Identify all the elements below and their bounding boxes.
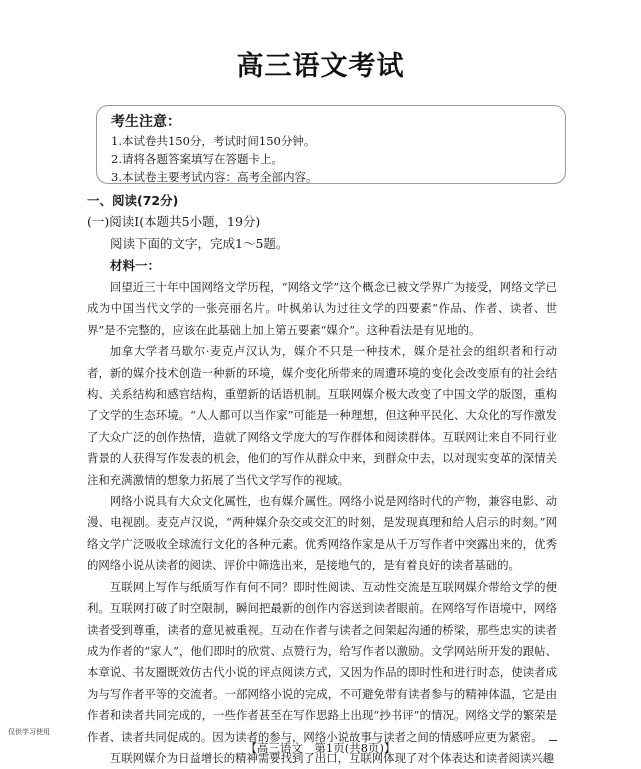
notice-item-2: 2.请将各题答案填写在答题卡上。	[111, 152, 283, 166]
paragraph-4: 互联网上写作与纸质写作有何不同？即时性阅读、互动性交流是互联网媒介带给文学的便利。互联网打破了时空限制，瞬间把最新的创作内容送到读者眼前。在网络写作语境中，网络读者受到尊重，读者的意见被重视。互动在作者与读者之间架起沟通的桥梁，那些忠实的读者成为作者的“家人”，他们即时的欣赏、点赞行为，给写作者以激励。文学网站所开发的跟帖、本章说、书友圈既效仿古代小说的评点阅读方式，又因为作品的即时性和进行时态，使读者成为与写作者平等的交流者。一部网络小说的完成，不可避免带有读者参与的精神体温，它是由作者和读者共同完成的，一些作者甚至在写作思路上出现“抄书评”的情况。网络文学的繁荣是作者、读者共同促成的。因为读者的参与，网络小说故事与读者之间的情感呼应更为紧密。	[87, 579, 557, 744]
exam-title: 高三语文考试	[236, 51, 405, 82]
reading-instruction: 阅读下面的文字，完成1～5题。	[110, 236, 289, 251]
section-heading: 一、阅读(72分)	[87, 193, 179, 208]
page-footer: 【高三语文 第1页(共8页)】	[245, 741, 396, 755]
article-body	[87, 277, 557, 769]
paragraph-1: 回望近三十年中国网络文学历程，“网络文学”这个概念已被文学界广为接受，网络文学已成为中国当代文学的一张亮丽名片。叶枫弟认为过往文学的四要素“作品、作者、读者、世界”是不完整的，应该在此基础上加上第五要素“媒介”。这种看法是有见地的。	[87, 280, 557, 337]
paragraph-3: 网络小说具有大众文化属性，也有媒介属性。网络小说是网络时代的产物，兼容电影、动漫、电视剧。麦克卢汉说，“两种媒介杂交或交汇的时刻，是发现真理和给人启示的时刻。”网络文学广泛吸收全球流行文化的各种元素。优秀网络作家是从千万写作者中突露出来的，优秀的网络小说从读者的阅读、评价中筛选出来，是接地气的，是有着良好的读者基础的。	[87, 494, 557, 573]
paragraph-2: 加拿大学者马歇尔·麦克卢汉认为，媒介不只是一种技术，媒介是社会的组织者和行动者，新的媒介技术创造一种新的环境，媒介变化所带来的周遭环境的变化会改变原有的社会结构、关系结构和感官结构，重塑新的话语机制。互联网媒介极大改变了中国文学的版图，重构了文学的生态环境。“人人都可以当作家”可能是一种理想，但这种平民化、大众化的写作激发了大众广泛的创作热情，造就了网络文学庞大的写作群体和阅读群体。互联网让来自不同行业背景的人获得写作发表的机会，他们的写作从群众中来，到群众中去，以对现实变革的深情关注和充满激情的想象力拓展了当代文学写作的视域。	[87, 344, 557, 487]
corner-mark	[549, 740, 557, 741]
notice-heading: 考生注意：	[111, 114, 181, 130]
notice-item-1: 1.本试卷共150分，考试时间150分钟。	[111, 134, 316, 148]
notice-box	[96, 105, 566, 184]
paragraph-5: 互联网媒介为日益增长的精神需要找到了出口，互联网体现了对个体表达和读者阅读兴趣	[109, 750, 555, 765]
section-subheading: (一)阅读Ⅰ(本题共5小题，19分)	[87, 214, 261, 229]
side-note: 仅供学习使用	[8, 728, 50, 736]
notice-item-3: 3.本试卷主要考试内容：高考全部内容。	[111, 170, 318, 184]
material-label: 材料一：	[110, 258, 161, 273]
